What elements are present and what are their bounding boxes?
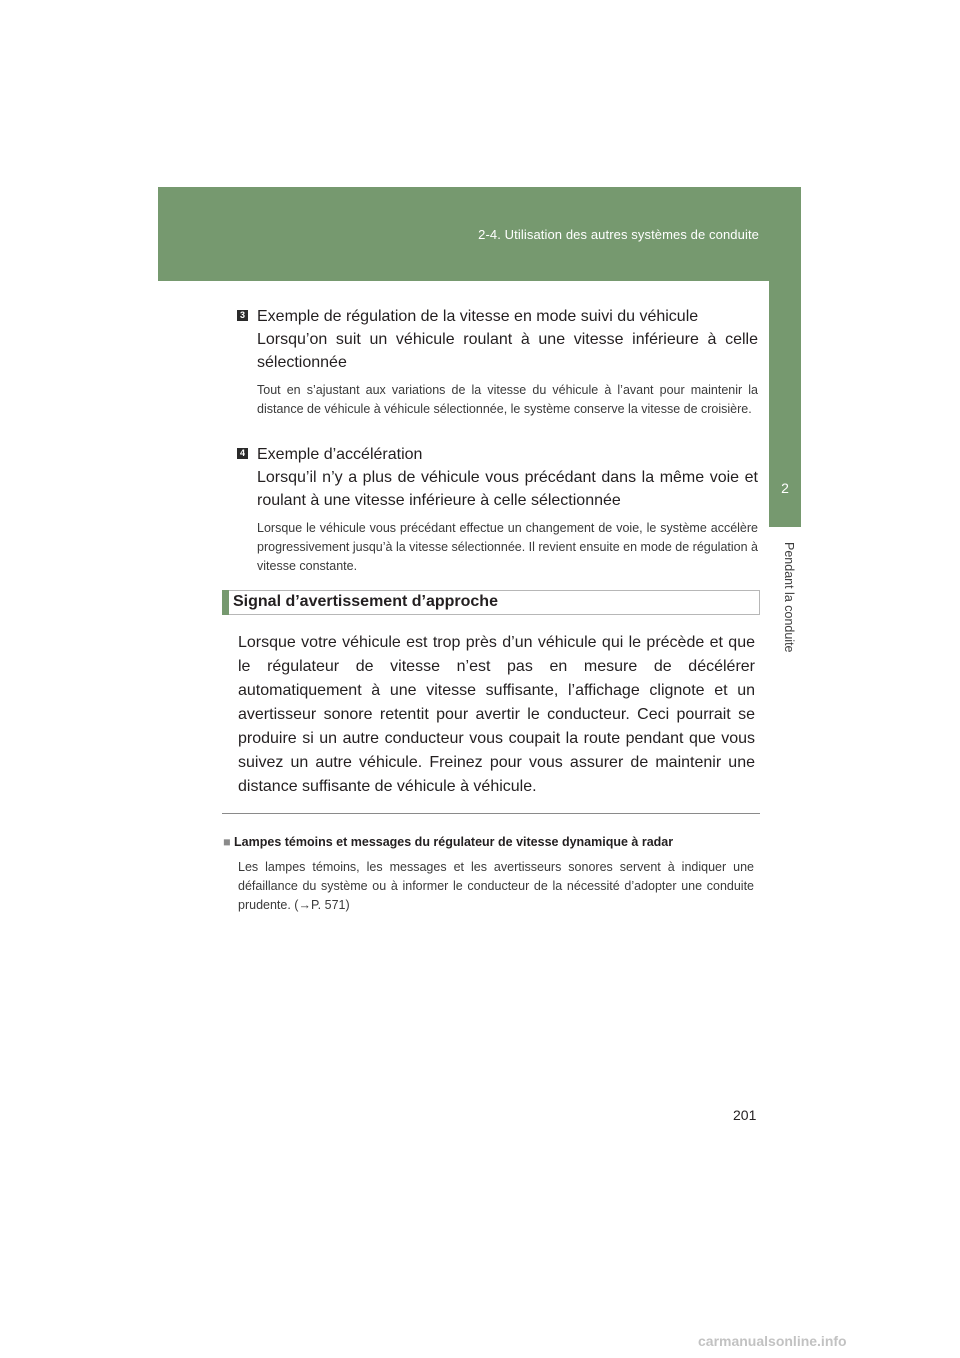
section-heading-text: Signal d’avertissement d’approche	[233, 593, 498, 610]
item-description: Tout en s’ajustant aux variations de la vitesse du véhicule à l’avant pour maintenir la distance de véhicule à véhicule sélectionnée, le système conserve la vitesse de croisière.	[257, 383, 758, 416]
item-title	[257, 443, 758, 512]
step-marker-4: 4	[237, 448, 248, 459]
item-title-line1: Exemple d’accélération	[257, 446, 423, 463]
item-description: Lorsque le véhicule vous précédant effectue un changement de voie, le système accélère progressivement jusqu’à la vitesse sélectionnée. Il revient ensuite en mode de régulation à vitesse constante.	[257, 521, 758, 573]
divider	[222, 813, 760, 814]
item-title-rest: Lorsqu’on suit un véhicule roulant à une vitesse inférieure à celle sélectionnée	[257, 331, 758, 371]
chapter-tab	[769, 187, 801, 527]
square-bullet-icon: ■	[223, 835, 231, 849]
note-heading-text: Lampes témoins et messages du régulateur de vitesse dynamique à radar	[234, 835, 674, 849]
section-body: Lorsque votre véhicule est trop près d’un véhicule qui le précède et que le régulateur de vitesse n’est pas en mesure de décélérer automatiquement à une vitesse suffisante, l’affichage clignote et un avertisseur sonore retentit pour avertir le conducteur. Ceci pourrait se produire si un autre conducteur vous coupait la route pendant que vous suivez un autre véhicule. Freinez pour vous assurer de maintenir une distance suffisante de véhicule à véhicule.	[238, 634, 755, 795]
section-heading	[222, 590, 760, 615]
item-title-line1: Exemple de régulation de la vitesse en mode suivi du véhicule	[257, 308, 699, 325]
section-accent-bar	[222, 590, 229, 615]
step-marker-3: 3	[237, 310, 248, 321]
section-title: 2-4. Utilisation des autres systèmes de conduite	[478, 227, 759, 242]
chapter-number: 2	[781, 480, 789, 496]
header-band	[158, 187, 801, 281]
chapter-label: Pendant la conduite	[782, 542, 796, 653]
item-title	[257, 305, 758, 374]
example-item-4	[238, 443, 758, 576]
item-title-rest: Lorsqu’il n’y a plus de véhicule vous précédant dans la même voie et roulant à une vitesse inférieure à celle sélectionnée	[257, 469, 758, 509]
page-number: 201	[733, 1107, 757, 1123]
example-item-3	[238, 305, 758, 419]
watermark: carmanualsonline.info	[698, 1333, 847, 1349]
note-body: Les lampes témoins, les messages et les avertisseurs sonores servent à indiquer une défaillance du système ou à informer le conducteur de la nécessité d’adopter une conduite prudente. (→P. 571)	[238, 860, 754, 912]
note-heading	[223, 835, 673, 849]
